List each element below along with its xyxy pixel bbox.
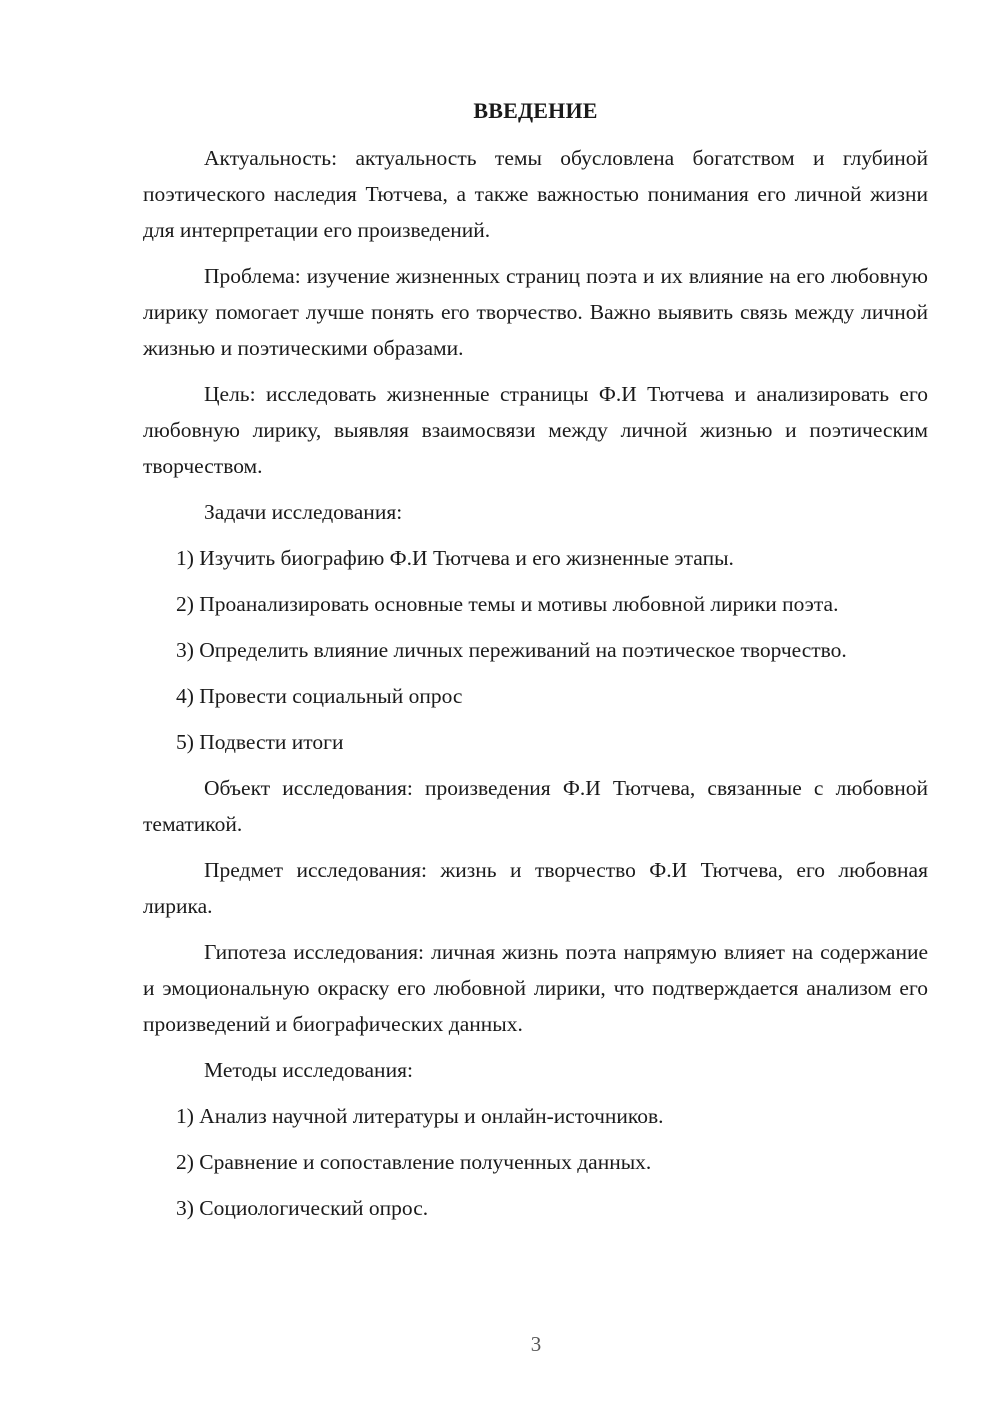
paragraph-subject: Предмет исследования: жизнь и творчество Ф.И Тютчева, его любовная лирика. (143, 858, 928, 918)
paragraph-hypothesis: Гипотеза исследования: личная жизнь поэта напрямую влияет на содержание и эмоциональную окраску его любовной лирики, что подтверждается анализом его произведений и биографических данных. (143, 940, 928, 1036)
tasks-heading: Задачи исследования: (204, 500, 403, 524)
method-item-1: 1) Анализ научной литературы и онлайн-источников. (176, 1104, 664, 1128)
methods-heading: Методы исследования: (204, 1058, 413, 1082)
section-title: ВВЕДЕНИЕ (473, 98, 598, 123)
paragraph-problem: Проблема: изучение жизненных страниц поэта и их влияние на его любовную лирику помогает лучше понять его творчество. Важно выявить связь между личной жизнью и поэтическими образами. (143, 264, 928, 360)
task-item-2: 2) Проанализировать основные темы и мотивы любовной лирики поэта. (176, 592, 839, 616)
task-item-1: 1) Изучить биографию Ф.И Тютчева и его жизненные этапы. (176, 546, 734, 570)
paragraph-object: Объект исследования: произведения Ф.И Тютчева, связанные с любовной тематикой. (143, 776, 928, 836)
paragraph-goal: Цель: исследовать жизненные страницы Ф.И Тютчева и анализировать его любовную лирику, выявляя взаимосвязи между личной жизнью и поэтическим творчеством. (143, 382, 928, 478)
document-page (143, 96, 928, 1236)
task-item-5: 5) Подвести итоги (176, 730, 344, 754)
paragraph-relevance: Актуальность: актуальность темы обусловлена богатством и глубиной поэтического наследия Тютчева, а также важностью понимания его личной жизни для интерпретации его произведений. (143, 146, 928, 242)
task-item-3: 3) Определить влияние личных переживаний на поэтическое творчество. (176, 638, 847, 662)
method-item-2: 2) Сравнение и сопоставление полученных данных. (176, 1150, 652, 1174)
task-item-4: 4) Провести социальный опрос (176, 684, 463, 708)
page-number: 3 (530, 1332, 542, 1356)
method-item-3: 3) Социологический опрос. (176, 1196, 429, 1220)
